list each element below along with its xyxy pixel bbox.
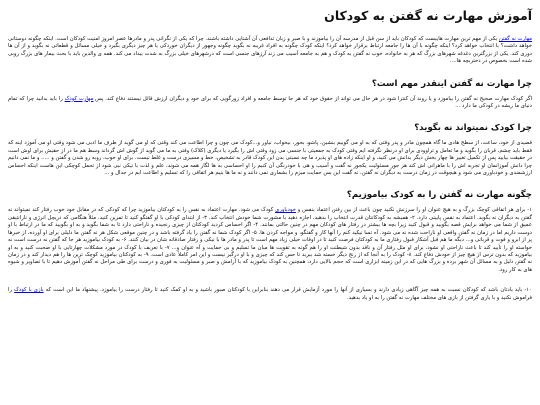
paragraph-text: ۱- برای هر اتفاقی کوچک بزرگ و به هیچ عنوان او را سرزنش نکنید چون باعث از بین رفتن اعتماد بنفس و <box>295 207 533 214</box>
paragraph-text: اگر کودک مهارت صحیح نه گفتن را بیاموزد و یا روند آن کنترا شود در هر حال می تواند از حقوق خود که هر جا توسط جامعه و افراد زورگویی که برای خود و دیگران ارزش قائل نیستند دفاع کند. پس <box>93 95 532 102</box>
section-paragraph: قصیدی از خود، ساعت، از سطح هادی ما گاه همچون مادر و پدر وقتی که به او می گوییم بنشین، پاشو، بخور، بیخواب، نیاور و...کودک می چون و چرا اطاعت می کند وقتی که او می گوید از طرف ما ادبی می شود وقتی او می آموزد اینه که فقط باید چشم، قربان را بگوید و ما تعامل و تراوودی برای او درنظر نگرفته ایم وقتی کودک به جمعیتی با جنسی می زود وقتی اش را بگیرد یا دیگری (کلاک) وقتی به ما می گوید از گوش اش گرداند وسط هم ما در از حقیش برای اوش است در حقیقت بیایید پس از تکمیل تغییر ها چهار بخش دیگر بدانش می کنید، و او اینکه زاده های او پذیرد ما چه نسبتی بدن این کودک قادر به تشخیص، خط و مسیری درست و غلط نیست. برای او خوب، روبه رو شدن و گفتن و ..... و ما نمی دانیم چرا دانش آموزانمان او تجربه اش را با ماهرانی اش کند هر جور مسئولیت یکجور نه گفت و آسیب و هی با خودرنگی آن کنیم را او احساسی به ها لگار همه می شوند، علم و لذت با نیکی نبی شود از تحمل کوچکی این هاست اینکه احساس ارزشمندی و خودباوری می شود و هیچوقت در زمان درست به دیگران نه گفتن، نه گفت این بس حمایت میزم را بشماری نمی دانند و نه ما ها بنیم هر اتفاقی را که تسلیم و اطاعت ایم در جدال و ... <box>8 140 532 177</box>
section-paragraph <box>8 287 532 302</box>
intro-link[interactable]: مهارت نه گفتن <box>498 36 532 42</box>
paragraph-text: را فراموش نکنید و با یاری گرفتن از بازی های مختلف مهارت نه گفتن را به او یاد بدهید. <box>8 287 532 301</box>
paragraph-text: ۱۰- باید یادتان باشد که کودکان نسبت به همه چیز آگاهی زیادی دارند و بسیاری از آنها را مورد آزمایش قرار می دهند بنابراین با کودکتان صبور باشید و به او کمک کنید تا رفتار درست را بیاموزد. پیشنهاد ما این است که <box>43 287 532 294</box>
section-heading: چگونه مهارت نه گفتن را به کودک بیاموزیم؟ <box>346 190 532 201</box>
section-how-to-teach <box>8 190 532 274</box>
section-heading: چرا مهارت نه گفتن اینقدر مهم است؟ <box>371 78 532 89</box>
intro-paragraph <box>8 36 532 66</box>
paragraph-text: کودک می شود. مهارت اعتماد به نفس را به کودکتان بیاموزید چرا که کودکی که در مقابل خود خوب رفتار کند نمیتواند نه گفتن به دیگران نه بگوید. اعتماد به نفس پایینی دارد. ۲- همیشه به کودکانتان قدرت انتخاب را بدهید، اجازه دهید با مشورت شما خودش انتخاب کند. ۳- از ابتدای کودکی با او گفتگو کنید تا تمرین کنید. مثلاً هنگامی که دریچل انرژی و نارانتیقی عمیق از شما می خواهد برایش قصه بگویید و قبول کنید زیرا بچه ها بیشتر در رفتار های کودکان مهم در چنین حالتی بمانند. ۴- اگر احساس کردید کودکتان از چیزی رنجیده و ناراحتی دارد تا به شما بگوید و به او بگویید که ما در ارتباط با او دوست داریم اما در زمان نه گفتن واقعی او ناراحت شده نه می شود. آه تسا نیکید کنم را آنها کار و گفتگو، و مواجه کردن ها. ۵- اگر کودک شما نه گفتن را یاد گرفته باشد و در چنین موقعی شکل هر نه گفتن ما دلیلی برای او آورده، از خبرها پر از ابرو و قوت و قربانی و... دیگه ما هم قبل آشکار قبول رفتاری ما به کودکتان فرصت کنید تا در اوقات خیلی زیاد مهم است تا پدر و مادر ها با نیکی و رفتار صادقانه شان در بیان کنند. ۶- به کودک بیاموزید هر جا که گفتن نه درست است نه خواسته او را تأیید کند تا باعث ناراحتی او نشود، برای او مثل رفتار آن و ناقد بدون شیطنت او را هم گونه به تقویت ها میان ما تسلیم و بی حمایت و آه عنوان و... ۷- با تعریف با کودک در مورد مشکلات چهارتایی با او صحبت کنید و به او بیاموزید که بدون ترس از هیچ چیز از خودش دفاع کند. ۸- کودک را به آنجا که از رنج دیگر خسته شد ببرید تا حس کند که چیزی و با او درگیر نیست و این امر کاملاً عادی است. ۹- به کودکتان بیاموزید کوچک ترین ها را هم دیدار کند و در زمان نه گفتن دلیل و به مسائل آن شهر برده و بزرگ هایی که در این زمینه ابزاری است که حجم بالایی دارد، همچنین به کودک بیاموزید که با آرامش و صبر و مسئولیت به فوری و درست برای طی مراحل نه گفتن آموزش دهیم تا با تصاویر و شیوه های به کار رود. <box>8 207 532 273</box>
section-final-tip <box>8 287 532 302</box>
section-why-cannot-say-no <box>8 123 532 177</box>
play-with-child-link[interactable]: بازی با کودک <box>14 287 44 294</box>
paragraph-text: را باید بدانید چرا که تمام دنیای ما ریشه در کودکی ما دارد ... <box>8 95 532 110</box>
self-confidence-link[interactable]: خودباوری <box>275 207 296 214</box>
section-paragraph <box>8 96 532 111</box>
section-paragraph <box>8 207 532 274</box>
intro-text: یکی از مهم ترین مهارت هاییست که کودکان باید از سن قبل از مدرسه آن را بیاموزند و با صبر و زبان تدافعی آن آشنایی داشته باشند. چرا که یکی از نگرانی پدر و مادرها عصر امروز امنیت کودکان است. اینکه چگونه دوستانی خواهد داشت؟ با انتخاب خواهد کرد؟ اینکه چگونه با آن ها را جامعه ارتباط برقرار خواهد کرد؟ اینکه کودک چگونه به افراد غریبه نه بگوید چگونه وجهور از دیگران خوردکی یا هر چیز دیگری بگیرد و خیلی مسائل و قطعاتی نه بگوید و از آن ها دوری کند. یکی از بزرگترین دغدغه شهرهای بزرگ که هر به خانواده، خوب نه گفتن به کودک و هم به جامعه آسیب می زند آرزهای جنسی است که درشهرهای خیلی بزرگ به شدت بیداد می کند. همه ی والدین باید با بحث بیمار های بزرگ روبی شده است بخصوص در دختربچه ها.... <box>8 36 532 65</box>
section-why-important <box>8 79 532 111</box>
section-heading: چرا کودک نمیتواند نه بگوید؟ <box>414 123 532 134</box>
child-skill-link[interactable]: مهارت کودک <box>64 95 94 102</box>
page-title: آموزش مهارت نه گفتن به کودکان <box>324 8 532 23</box>
